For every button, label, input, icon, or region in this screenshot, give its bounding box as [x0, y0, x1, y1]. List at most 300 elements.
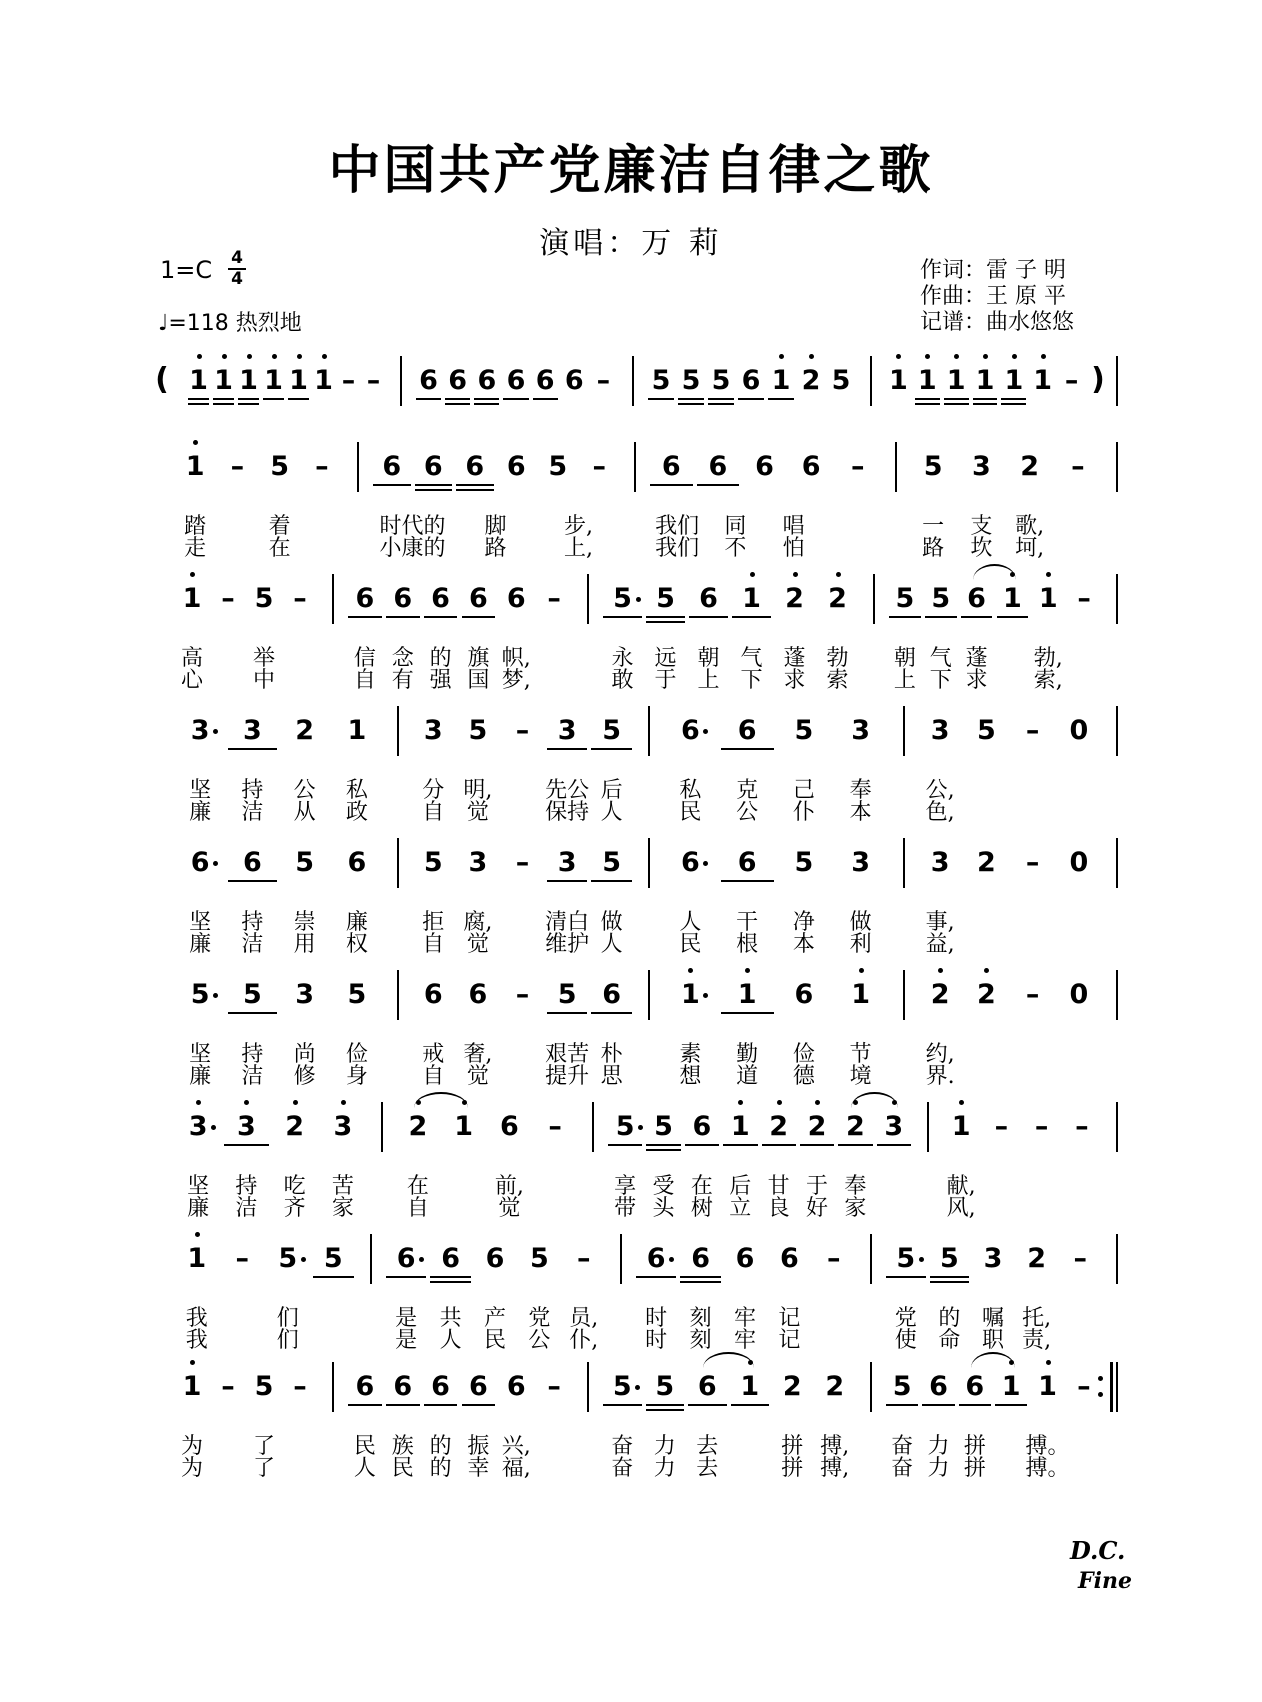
dash: –	[592, 451, 606, 482]
time-signature	[228, 250, 246, 288]
note: 1	[314, 365, 333, 396]
dash: –	[548, 1111, 562, 1142]
lyric-syllable: 拼	[963, 1434, 986, 1459]
underline	[386, 1276, 426, 1278]
lyric-syllable: 命	[938, 1328, 961, 1353]
note: 6	[564, 365, 584, 396]
octave-dot	[322, 354, 327, 359]
octave-dot	[1046, 572, 1051, 577]
octave-dot	[745, 968, 750, 973]
lyric-syllable: 我	[185, 1306, 208, 1331]
underline	[646, 1404, 685, 1406]
lyric-syllable: 托,	[1022, 1306, 1052, 1331]
lyric-syllable: 歌,	[1015, 514, 1045, 539]
underline	[650, 484, 693, 486]
note: 3	[971, 451, 991, 482]
lyric-syllable: 保持	[545, 800, 590, 825]
underline	[386, 616, 420, 618]
augmentation-dot	[916, 1237, 926, 1277]
underline	[603, 1404, 642, 1406]
underline	[636, 1276, 676, 1278]
octave-dot	[244, 1100, 249, 1105]
lyric-syllable: 兴,	[501, 1434, 531, 1459]
augmentation-dot	[700, 841, 710, 881]
lyric-syllable: 唱	[782, 514, 805, 539]
dash: –	[1073, 1243, 1087, 1274]
lyric-syllable: 洁	[235, 1196, 258, 1221]
lyric-syllable: 怕	[782, 536, 805, 561]
lyric-syllable: 素	[679, 1042, 702, 1067]
lyric-syllable: 人	[439, 1328, 462, 1353]
barline	[587, 574, 589, 624]
underline	[721, 880, 774, 882]
lyric-syllable: 旗	[467, 646, 490, 671]
underline	[188, 398, 209, 400]
underline	[591, 1012, 632, 1014]
underline	[416, 398, 441, 400]
score-row-verse-1	[0, 432, 1262, 572]
lyric-syllable: 下	[929, 668, 952, 693]
lyric-syllable: 洁	[241, 932, 264, 957]
lyric-syllable: 上,	[564, 536, 593, 561]
slur	[971, 1352, 1015, 1368]
note: 6	[708, 451, 728, 482]
lyric-syllable: 修	[293, 1064, 316, 1089]
lyric-syllable: 力	[653, 1456, 676, 1481]
lyric-syllable: 崇	[293, 910, 316, 935]
dash: –	[366, 365, 381, 396]
lyric-syllable: 洁	[241, 1064, 264, 1089]
lyric-syllable: 道	[736, 1064, 759, 1089]
note: 6	[242, 847, 262, 878]
note: 3	[333, 1111, 353, 1142]
end-barline	[1116, 574, 1118, 624]
underline	[768, 398, 794, 400]
note: 6	[393, 583, 413, 614]
note: 6	[382, 451, 402, 482]
note: 1	[347, 715, 367, 746]
lyric-syllable: 奋	[891, 1434, 914, 1459]
note: 5	[615, 1111, 635, 1142]
octave-dot	[959, 1100, 964, 1105]
lyric-syllable: 上	[893, 668, 916, 693]
final-barline	[1110, 1362, 1113, 1412]
note: 1	[680, 979, 700, 1010]
lyric-syllable: 高	[180, 646, 203, 671]
octave-dot	[954, 354, 959, 359]
note: 1	[187, 1243, 207, 1274]
singer-credit: 演唱：万 莉	[539, 226, 723, 261]
note: 2	[785, 583, 804, 614]
lyric-syllable: 奋	[611, 1456, 634, 1481]
octave-dot	[777, 1100, 782, 1105]
lyric-syllable: 的	[938, 1306, 961, 1331]
lyric-syllable: 责,	[1022, 1328, 1052, 1353]
lyric-syllable: 勃,	[1033, 646, 1063, 671]
note: 6	[423, 979, 443, 1010]
lyric-syllable: 洁	[241, 800, 264, 825]
dash: –	[577, 1243, 591, 1274]
lyric-syllable: 福,	[501, 1456, 531, 1481]
lyric-syllable: 腐,	[463, 910, 493, 935]
augmentation-dot	[298, 1237, 308, 1277]
note: 5	[931, 583, 951, 614]
underline	[474, 403, 499, 405]
note: 2	[1020, 451, 1040, 482]
lyric-syllable: 共	[439, 1306, 462, 1331]
note: 1	[742, 583, 761, 614]
lyric-syllable: 我们	[655, 536, 700, 561]
note: 5	[896, 1243, 916, 1274]
dash: –	[547, 583, 561, 614]
note: 5	[923, 451, 943, 482]
lyric-syllable: 支	[970, 514, 993, 539]
lyric-syllable: 持	[241, 910, 264, 935]
repeat-dot	[1098, 1376, 1103, 1381]
octave-dot	[195, 1232, 200, 1237]
lyric-syllable: 事,	[925, 910, 955, 935]
underline	[1001, 403, 1026, 405]
lyric-syllable: 民	[679, 800, 702, 825]
dash: –	[1064, 365, 1079, 396]
barline	[592, 1102, 594, 1152]
lyric-syllable: 使	[894, 1328, 917, 1353]
underline	[646, 1149, 680, 1151]
lyric-syllable: 自	[422, 932, 445, 957]
lyric-syllable: 嘱	[981, 1306, 1004, 1331]
lyric-syllable: 去	[696, 1456, 719, 1481]
note: 6	[965, 1371, 985, 1402]
note: 6	[448, 365, 468, 396]
lyric-syllable: 搏。	[1025, 1434, 1070, 1459]
lyric-syllable: 牢	[733, 1306, 756, 1331]
underline	[930, 1281, 970, 1283]
lyric-syllable: 振	[467, 1434, 490, 1459]
octave-dot	[738, 1100, 743, 1105]
lyric-syllable: 路	[484, 536, 507, 561]
underline	[288, 398, 309, 400]
lyric-syllable: 思	[600, 1064, 623, 1089]
end-barline	[1116, 356, 1118, 406]
octave-dot	[815, 1100, 820, 1105]
note: 6	[535, 365, 555, 396]
lyric-syllable: 好	[806, 1196, 829, 1221]
note: 5	[612, 1371, 632, 1402]
barline	[632, 356, 634, 406]
barline	[620, 1234, 622, 1284]
note: 1	[851, 979, 871, 1010]
underline	[838, 1144, 872, 1146]
barline	[648, 970, 650, 1020]
octave-dot	[809, 354, 814, 359]
octave-dot	[196, 1100, 201, 1105]
lyric-syllable: 我们	[655, 514, 700, 539]
lyric-syllable: 仆,	[569, 1328, 599, 1353]
barline	[903, 706, 905, 756]
lyric-syllable: 色,	[925, 800, 955, 825]
note: 5	[323, 1243, 343, 1274]
lyric-syllable: 廉	[345, 910, 368, 935]
lyric-syllable: 路	[922, 536, 945, 561]
underline	[961, 616, 993, 618]
note: 6	[779, 1243, 799, 1274]
dash: –	[221, 583, 235, 614]
end-barline	[1116, 442, 1118, 492]
underline	[445, 403, 470, 405]
note: 6	[355, 1371, 375, 1402]
underline	[915, 403, 940, 405]
underline	[608, 1144, 642, 1146]
lyric-syllable: 们	[276, 1306, 299, 1331]
end-barline	[1116, 838, 1118, 888]
lyric-syllable: 自	[406, 1196, 429, 1221]
slur	[703, 1352, 754, 1368]
underline	[591, 880, 632, 882]
underline	[462, 1404, 496, 1406]
lyric-syllable: 搏。	[1025, 1456, 1070, 1481]
dash: –	[293, 583, 307, 614]
note: 1	[1038, 583, 1058, 614]
note: 5	[794, 847, 814, 878]
note: 2	[1027, 1243, 1046, 1274]
lyric-syllable: 时	[645, 1306, 668, 1331]
lyric-syllable: 的	[429, 646, 452, 671]
dash: –	[827, 1243, 841, 1274]
note: 1	[182, 1371, 202, 1402]
underline	[646, 621, 685, 623]
note: 1	[946, 365, 966, 396]
note: 1	[889, 365, 908, 396]
barline	[648, 706, 650, 756]
lyric-syllable: 拼	[781, 1434, 804, 1459]
end-barline	[1116, 1362, 1118, 1412]
note: 6	[697, 1371, 717, 1402]
octave-dot	[938, 968, 943, 973]
score-row-verse-3	[0, 696, 1262, 836]
underline	[430, 1276, 470, 1278]
note: 6	[468, 979, 488, 1010]
note: 5	[939, 1243, 959, 1274]
octave-dot	[247, 354, 252, 359]
lyric-syllable: 前,	[494, 1174, 524, 1199]
underline	[474, 398, 499, 400]
transcriber-credit: 记谱：曲水悠悠	[920, 310, 1075, 335]
note: 3	[930, 847, 950, 878]
lyric-syllable: 坚	[189, 778, 212, 803]
note: 2	[295, 715, 315, 746]
time-signature-top: 4	[231, 248, 243, 268]
lyric-syllable: 在	[690, 1174, 713, 1199]
note: 3	[242, 715, 262, 746]
lyric-syllable: 享	[614, 1174, 637, 1199]
underline	[1001, 398, 1026, 400]
key-signature: 1=C	[160, 256, 213, 284]
lyric-syllable: 仆	[792, 800, 815, 825]
dash: –	[315, 451, 329, 482]
note: 5	[656, 583, 675, 614]
note: 6	[755, 451, 774, 482]
underline	[678, 403, 704, 405]
note: 2	[846, 1111, 865, 1142]
underline	[213, 398, 234, 400]
note: 5	[557, 979, 577, 1010]
barline	[332, 1362, 334, 1412]
lyric-syllable: 时代的	[379, 514, 446, 539]
lyric-syllable: 做	[600, 910, 623, 935]
note: 5	[468, 715, 488, 746]
note: 6	[431, 583, 450, 614]
lyric-syllable: 民	[483, 1328, 506, 1353]
note: 3	[236, 1111, 256, 1142]
octave-dot	[197, 354, 202, 359]
lyric-syllable: 身	[345, 1064, 368, 1089]
lyric-syllable: 朝	[893, 646, 916, 671]
underline	[930, 1276, 970, 1278]
note: 6	[692, 1111, 712, 1142]
note: 1	[771, 365, 791, 396]
lyric-syllable: 觉	[498, 1196, 521, 1221]
augmentation-dot	[210, 709, 220, 749]
underline	[925, 616, 957, 618]
augmentation-dot	[632, 1365, 642, 1405]
dash: –	[235, 1243, 249, 1274]
underline	[915, 398, 940, 400]
note: 1	[1001, 1371, 1021, 1402]
lyric-syllable: 拒	[422, 910, 445, 935]
octave-dot	[190, 572, 195, 577]
barline	[903, 970, 905, 1020]
lyric-syllable: 本	[792, 932, 815, 957]
lyric-syllable: 想	[679, 1064, 702, 1089]
dash: –	[1025, 847, 1040, 878]
octave-dot	[859, 968, 864, 973]
lyric-syllable: 党	[894, 1306, 917, 1331]
lyric-syllable: 艰苦	[545, 1042, 590, 1067]
underline	[415, 484, 453, 486]
octave-dot	[272, 354, 277, 359]
note: 3	[983, 1243, 1003, 1274]
note: 6	[691, 1243, 710, 1274]
note: 6	[699, 583, 718, 614]
underline	[348, 1404, 382, 1406]
barline	[397, 838, 399, 888]
lyric-syllable: 私	[345, 778, 368, 803]
lyric-syllable: 搏,	[820, 1456, 850, 1481]
note: 5	[711, 365, 731, 396]
underline	[547, 748, 588, 750]
lyric-syllable: 坚	[189, 910, 212, 935]
lyric-syllable: 奢,	[463, 1042, 493, 1067]
underline	[238, 403, 259, 405]
lyric-syllable: 本	[849, 800, 872, 825]
augmentation-dot	[633, 577, 643, 617]
note: 6	[441, 1243, 460, 1274]
underline	[373, 484, 411, 486]
note: 5	[794, 715, 814, 746]
lyric-syllable: 脚	[484, 514, 507, 539]
underline	[689, 616, 728, 618]
lyric-syllable: 公	[736, 800, 759, 825]
lyric-syllable: 我	[185, 1328, 208, 1353]
note: 5	[270, 451, 290, 482]
lyric-syllable: 后	[729, 1174, 752, 1199]
time-signature-bottom: 4	[231, 269, 243, 289]
note: 5	[529, 1243, 549, 1274]
lyric-syllable: 有	[391, 668, 414, 693]
note: 5	[602, 847, 622, 878]
lyric-syllable: 苦	[331, 1174, 354, 1199]
augmentation-dot	[208, 1105, 218, 1145]
dash: –	[547, 1371, 561, 1402]
note: 1	[189, 365, 208, 396]
note: 1	[951, 1111, 971, 1142]
note: 6	[190, 847, 210, 878]
dash: –	[1025, 979, 1040, 1010]
note: 6	[469, 1371, 488, 1402]
octave-dot	[925, 354, 930, 359]
lyric-syllable: 用	[293, 932, 316, 957]
end-barline	[1116, 706, 1118, 756]
note: 6	[680, 715, 700, 746]
lyric-syllable: 益,	[925, 932, 955, 957]
lyric-syllable: 心	[180, 668, 203, 693]
lyric-syllable: 上	[697, 668, 720, 693]
lyric-syllable: 人	[600, 932, 623, 957]
dash: –	[1025, 715, 1040, 746]
lyric-syllable: 先公	[545, 778, 590, 803]
lyric-syllable: 力	[927, 1456, 950, 1481]
lyric-syllable: 员,	[569, 1306, 599, 1331]
lyric-syllable: 蓬	[965, 646, 988, 671]
underline	[646, 616, 685, 618]
underline	[238, 398, 259, 400]
lyric-syllable: 朴	[600, 1042, 623, 1067]
lyric-syllable: 约,	[925, 1042, 955, 1067]
credits	[920, 258, 1074, 336]
lyric-syllable: 奉	[844, 1174, 867, 1199]
note: 6	[506, 583, 526, 614]
augmentation-dot	[700, 973, 710, 1013]
lyric-syllable: 了	[252, 1434, 275, 1459]
augmentation-dot	[635, 1105, 645, 1145]
lyric-syllable: 拼	[781, 1456, 804, 1481]
underline	[386, 1404, 420, 1406]
lyric-syllable: 产	[483, 1306, 506, 1331]
underline	[922, 1404, 954, 1406]
augmentation-dot	[210, 973, 220, 1013]
lyric-syllable: 念	[391, 646, 414, 671]
rest: 0	[1069, 715, 1089, 746]
lyric-syllable: 是	[395, 1328, 418, 1353]
dash: –	[515, 847, 530, 878]
lyric-syllable: 坚	[187, 1174, 210, 1199]
octave-dot	[1041, 354, 1046, 359]
lyric-syllable: 民	[353, 1434, 376, 1459]
octave-dot	[190, 1360, 195, 1365]
dash: –	[515, 979, 530, 1010]
lyric-syllable: 后	[600, 778, 623, 803]
octave-dot	[896, 354, 901, 359]
lyric-syllable: 去	[696, 1434, 719, 1459]
dash: –	[230, 451, 245, 482]
underline	[591, 748, 632, 750]
underline	[424, 1404, 458, 1406]
lyric-syllable: 勃	[826, 646, 849, 671]
lyric-syllable: 为	[180, 1456, 203, 1481]
note: 3	[188, 1111, 208, 1142]
lyric-syllable: 家	[331, 1196, 354, 1221]
note: 5	[295, 847, 315, 878]
